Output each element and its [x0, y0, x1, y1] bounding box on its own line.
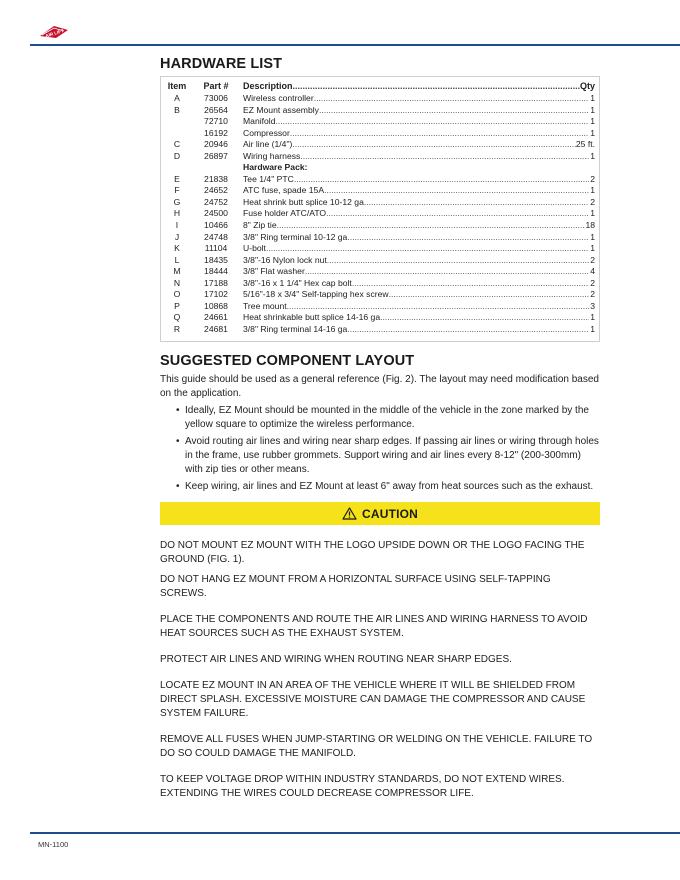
row-part-number: 24752: [204, 196, 228, 207]
row-item: L: [174, 254, 180, 265]
table-row: [165, 324, 595, 336]
caution-warning: TO KEEP VOLTAGE DROP WITHIN INDUSTRY STANDARDS, DO NOT EXTEND WIRES. EXTENDING THE WIRES COULD DECREASE COMPRESSOR LIFE.: [160, 774, 565, 800]
row-item: E: [174, 173, 180, 184]
row-qty: 1: [590, 127, 595, 138]
caution-banner: [160, 502, 600, 525]
row-qty: 2: [590, 173, 595, 184]
table-row: [165, 197, 595, 209]
table-row: [165, 220, 595, 232]
table-row: [165, 255, 595, 267]
row-item: G: [173, 196, 181, 207]
row-item: [165, 128, 189, 140]
table-row: [165, 93, 595, 105]
caution-warning: DO NOT HANG EZ MOUNT FROM A HORIZONTAL SURFACE USING SELF-TAPPING SCREWS.: [160, 574, 551, 600]
row-item: [165, 116, 189, 128]
row-part-number: 24748: [204, 231, 228, 242]
row-part-number: 16192: [204, 127, 228, 138]
row-item: K: [174, 243, 180, 254]
hardware-pack-label: Hardware Pack:: [243, 162, 308, 173]
row-description: Compressor: [243, 127, 290, 138]
row-description: ATC fuse, spade 15A: [243, 185, 325, 196]
row-part-number: 10466: [204, 220, 228, 231]
row-qty: 1: [590, 185, 595, 196]
table-row: [165, 128, 595, 140]
row-qty: 25 ft.: [575, 139, 595, 150]
row-qty: 1: [590, 104, 595, 115]
row-description: Tee 1/4" PTC: [243, 173, 294, 184]
layout-intro: This guide should be used as a general reference (Fig. 2). The layout may need modification based on the application.: [160, 374, 599, 400]
row-qty: 1: [590, 243, 595, 254]
row-part-number: 21838: [204, 173, 228, 184]
row-qty: 4: [590, 266, 595, 277]
row-part-number: 24681: [204, 323, 228, 334]
row-item: H: [173, 208, 181, 219]
hardware-table: [160, 76, 600, 342]
row-part-number: 24661: [204, 312, 228, 323]
page-content: [160, 56, 600, 801]
row-description: 3/8" Ring terminal 14-16 ga: [243, 323, 348, 334]
table-row: [165, 301, 595, 313]
table-row: [165, 289, 595, 301]
caution-warning: LOCATE EZ MOUNT IN AN AREA OF THE VEHICLE WHERE IT WILL BE SHIELDED FROM DIRECT SPLASH. EXCESSIVE MOISTURE CAN DAMAGE THE COMPRESSOR AND CAUSE SYSTEM FAILURE.: [160, 680, 586, 720]
table-row: [165, 105, 595, 117]
row-description: U-bolt: [243, 243, 266, 254]
bullet-item: • Keep wiring, air lines and EZ Mount at least 6" away from heat sources such as the exhaust.: [176, 480, 600, 494]
layout-bullets: [160, 404, 600, 494]
pack-label-row: [165, 162, 595, 174]
col-part: Part #: [203, 81, 229, 91]
row-part-number: 24652: [204, 185, 228, 196]
row-part-number: 73006: [204, 93, 228, 103]
row-part-number: 26897: [204, 150, 228, 161]
table-row: [165, 139, 595, 151]
footer-rule: [30, 832, 680, 834]
row-description: Fuse holder ATC/ATO: [243, 208, 327, 219]
caution-warning: DO NOT MOUNT EZ MOUNT WITH THE LOGO UPSIDE DOWN OR THE LOGO FACING THE GROUND (FIG. 1).: [160, 540, 585, 566]
table-row: [165, 312, 595, 324]
row-description: 5/16"-18 x 3/4" Self-tapping hex screw: [243, 289, 389, 300]
row-qty: 2: [590, 196, 595, 207]
row-item: B: [174, 104, 180, 115]
col-description: Description: [243, 81, 293, 91]
table-row: [165, 151, 595, 163]
row-part-number: 11104: [204, 243, 228, 254]
row-part-number: 72710: [204, 116, 228, 127]
table-row: [165, 116, 595, 128]
row-item: Q: [173, 312, 181, 323]
table-row: [165, 174, 595, 186]
row-qty: 2: [590, 289, 595, 300]
row-description: Manifold: [243, 116, 276, 127]
row-description: Wireless controller: [243, 93, 314, 103]
table-row: [165, 232, 595, 244]
row-qty: 2: [590, 254, 595, 265]
hardware-list-title: HARDWARE LIST: [160, 56, 283, 72]
row-item: O: [173, 289, 181, 300]
row-part-number: 10868: [204, 300, 228, 311]
row-description: 3/8" Ring terminal 10-12 ga: [243, 231, 348, 242]
caution-warning: PROTECT AIR LINES AND WIRING WHEN ROUTING NEAR SHARP EDGES.: [160, 654, 512, 666]
table-row: [165, 208, 595, 220]
table-row: [165, 278, 595, 290]
row-part-number: 24500: [204, 208, 228, 219]
row-part-number: 18435: [204, 254, 228, 265]
row-qty: 1: [590, 93, 595, 103]
table-row: [165, 243, 595, 255]
col-item: Item: [167, 81, 187, 91]
row-description: Tree mount: [243, 300, 287, 311]
row-description: 3/8"-16 x 1 1/4" Hex cap bolt: [243, 277, 352, 288]
row-qty: 1: [590, 231, 595, 242]
row-item: A: [174, 93, 180, 103]
document-code: MN-1100: [38, 840, 69, 849]
row-item: M: [173, 266, 181, 277]
row-part-number: 20946: [204, 139, 228, 150]
row-qty: 1: [590, 116, 595, 127]
bullet-item: • Ideally, EZ Mount should be mounted in the middle of the vehicle in the zone marked by the yellow square to optimize the wireless performance.: [176, 404, 600, 432]
row-qty: 2: [590, 277, 595, 288]
row-description: Wiring harness: [243, 150, 301, 161]
row-item: R: [173, 323, 181, 334]
table-header: [165, 80, 595, 93]
row-item: P: [174, 300, 180, 311]
row-description: 8" Zip tie: [243, 220, 277, 231]
logo-text: AIR LIFT: [44, 28, 65, 39]
row-item: C: [173, 139, 181, 150]
row-part-number: 26564: [204, 104, 228, 115]
row-qty: 1: [590, 208, 595, 219]
row-part-number: 17188: [204, 277, 228, 288]
row-item: N: [173, 277, 181, 288]
row-description: Heat shrink butt splice 10-12 ga: [243, 196, 364, 207]
row-qty: 1: [590, 150, 595, 161]
caution-warning: REMOVE ALL FUSES WHEN JUMP-STARTING OR WELDING ON THE VEHICLE. FAILURE TO DO SO COULD DAMAGE THE MANIFOLD.: [160, 734, 593, 760]
row-description: 3/8" Flat washer: [243, 266, 305, 277]
bullet-item: • Avoid routing air lines and wiring near sharp edges. If passing air lines or wiring through holes in the frame, use rubber grommets. Support wiring and air lines every 8-12" (200-300mm) with zip ties or other means.: [176, 435, 600, 477]
col-qty: Qty: [579, 81, 595, 91]
warning-triangle-icon: [342, 507, 357, 520]
row-qty: 1: [590, 323, 595, 334]
table-row: [165, 185, 595, 197]
row-description: Air line (1/4"): [243, 139, 293, 150]
layout-section-title: SUGGESTED COMPONENT LAYOUT: [160, 353, 415, 370]
row-description: EZ Mount assembly: [243, 104, 319, 115]
row-item: D: [173, 150, 181, 161]
table-row: [165, 266, 595, 278]
caution-label: CAUTION: [361, 506, 419, 521]
header-rule: [30, 44, 680, 46]
row-item: J: [174, 231, 180, 242]
row-qty: 3: [590, 300, 595, 311]
row-part-number: 17102: [204, 289, 228, 300]
row-qty: 18: [585, 220, 595, 231]
row-qty: 1: [590, 312, 595, 323]
caution-warning: PLACE THE COMPONENTS AND ROUTE THE AIR LINES AND WIRING HARNESS TO AVOID HEAT SOURCES SUCH AS THE EXHAUST SYSTEM.: [160, 614, 588, 640]
row-part-number: 18444: [204, 266, 228, 277]
row-item: I: [175, 220, 179, 231]
row-description: 3/8"-16 Nylon lock nut: [243, 254, 327, 265]
row-description: Heat shrinkable butt splice 14-16 ga: [243, 312, 381, 323]
air-lift-logo: [38, 24, 70, 40]
row-item: F: [174, 185, 180, 196]
